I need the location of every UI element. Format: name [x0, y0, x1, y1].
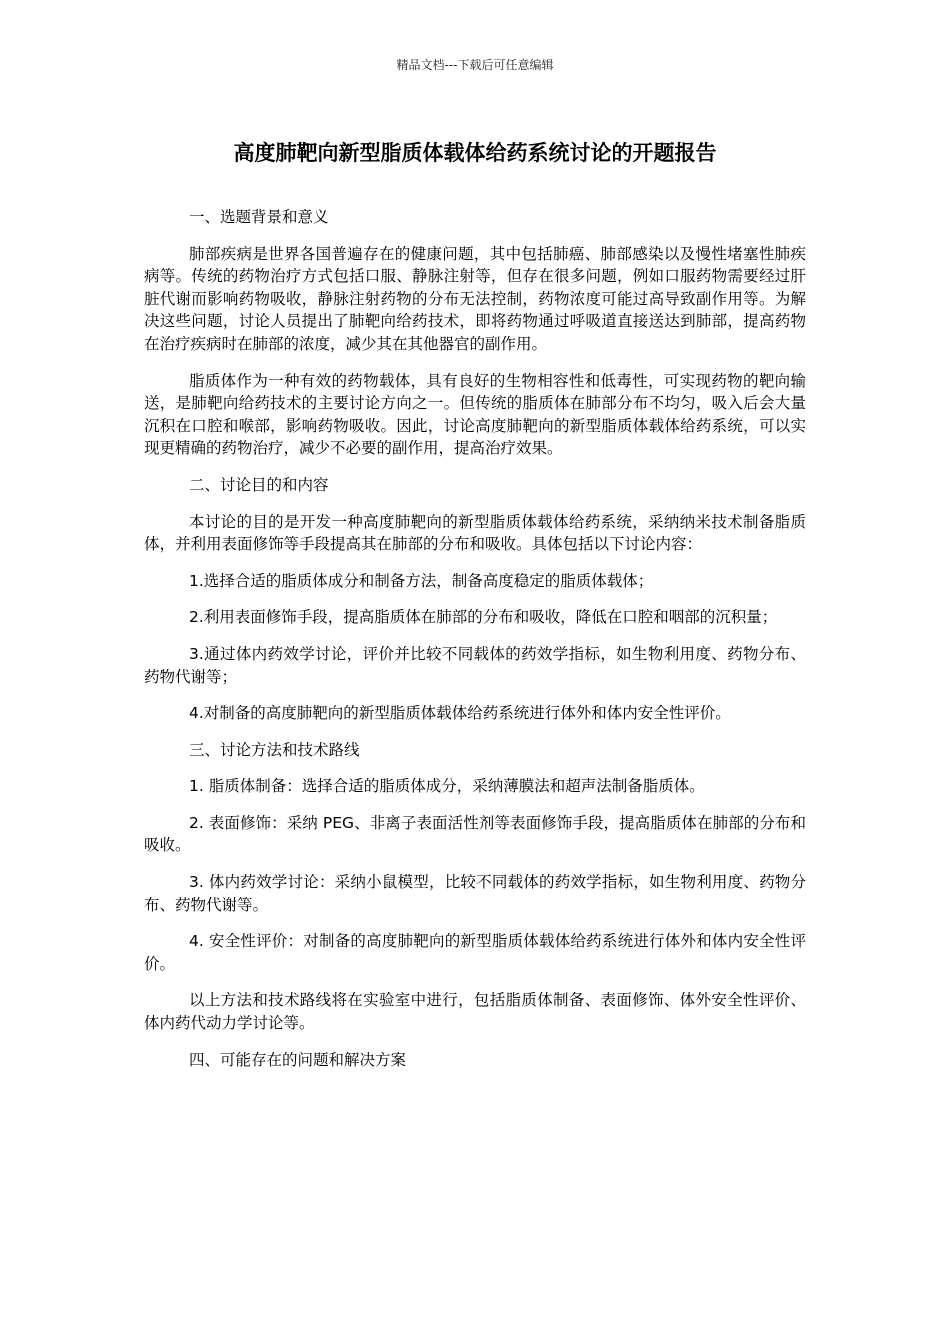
paragraph: 本讨论的目的是开发一种高度肺靶向的新型脂质体载体给药系统，采纳纳米技术制备脂质体，并利用表面修饰等手段提高其在肺部的分布和吸收。具体包括以下讨论内容： — [144, 512, 806, 554]
section-heading-background: 一、选题背景和意义 — [189, 208, 329, 226]
document-body — [144, 206, 806, 1085]
section-heading-problems: 四、可能存在的问题和解决方案 — [189, 1050, 407, 1069]
paragraph: 肺部疾病是世界各国普遍存在的健康问题，其中包括肺癌、肺部感染以及慢性堵塞性肺疾病等。传统的药物治疗方式包括口服、静脉注射等，但存在很多问题，例如口服药物需要经过肝脏代谢而影响药物吸收，静脉注射药物的分布无法控制，药物浓度可能过高导致副作用等。为解决这些问题，讨论人员提出了肺靶向给药技术，即将药物通过呼吸道直接送达到肺部，提高药物在治疗疾病时在肺部的浓度，减少其在其他器官的副作用。 — [144, 244, 806, 353]
section-heading-methods: 三、讨论方法和技术路线 — [189, 740, 360, 759]
section-heading-objectives: 二、讨论目的和内容 — [189, 475, 329, 494]
list-item: 4. 安全性评价：对制备的高度肺靶向的新型脂质体载体给药系统进行体外和体内安全性评价。 — [144, 932, 806, 973]
list-item: 1. 脂质体制备：选择合适的脂质体成分，采纳薄膜法和超声法制备脂质体。 — [189, 777, 705, 796]
document-title: 高度肺靶向新型脂质体载体给药系统讨论的开题报告 — [233, 141, 717, 165]
paragraph: 以上方法和技术路线将在实验室中进行，包括脂质体制备、表面修饰、体外安全性评价、体内药代动力学讨论等。 — [144, 991, 806, 1033]
list-item: 2.利用表面修饰手段，提高脂质体在肺部的分布和吸收，降低在口腔和咽部的沉积量； — [189, 608, 778, 627]
list-item: 1.选择合适的脂质体成分和制备方法，制备高度稳定的脂质体载体； — [189, 571, 654, 590]
list-item: 2. 表面修饰：采纳 PEG、非离子表面活性剂等表面修饰手段，提高脂质体在肺部的分布和吸收。 — [144, 813, 806, 855]
paragraph: 脂质体作为一种有效的药物载体，具有良好的生物相容性和低毒性，可实现药物的靶向输送，是肺靶向给药技术的主要讨论方向之一。但传统的脂质体在肺部分布不均匀，吸入后会大量沉积在口腔和喉部，影响药物吸收。因此，讨论高度肺靶向的新型脂质体载体给药系统，可以实现更精确的药物治疗，减少不必要的副作用，提高治疗效果。 — [144, 371, 806, 458]
page-header: 精品文档---下载后可任意编辑 — [396, 58, 554, 72]
list-item: 4.对制备的高度肺靶向的新型脂质体载体给药系统进行体外和体内安全性评价。 — [189, 704, 731, 723]
list-item: 3.通过体内药效学讨论，评价并比较不同载体的药效学指标，如生物利用度、药物分布、药物代谢等； — [144, 644, 806, 686]
list-item: 3. 体内药效学讨论：采纳小鼠模型，比较不同载体的药效学指标，如生物利用度、药物分布、药物代谢等。 — [144, 873, 806, 914]
